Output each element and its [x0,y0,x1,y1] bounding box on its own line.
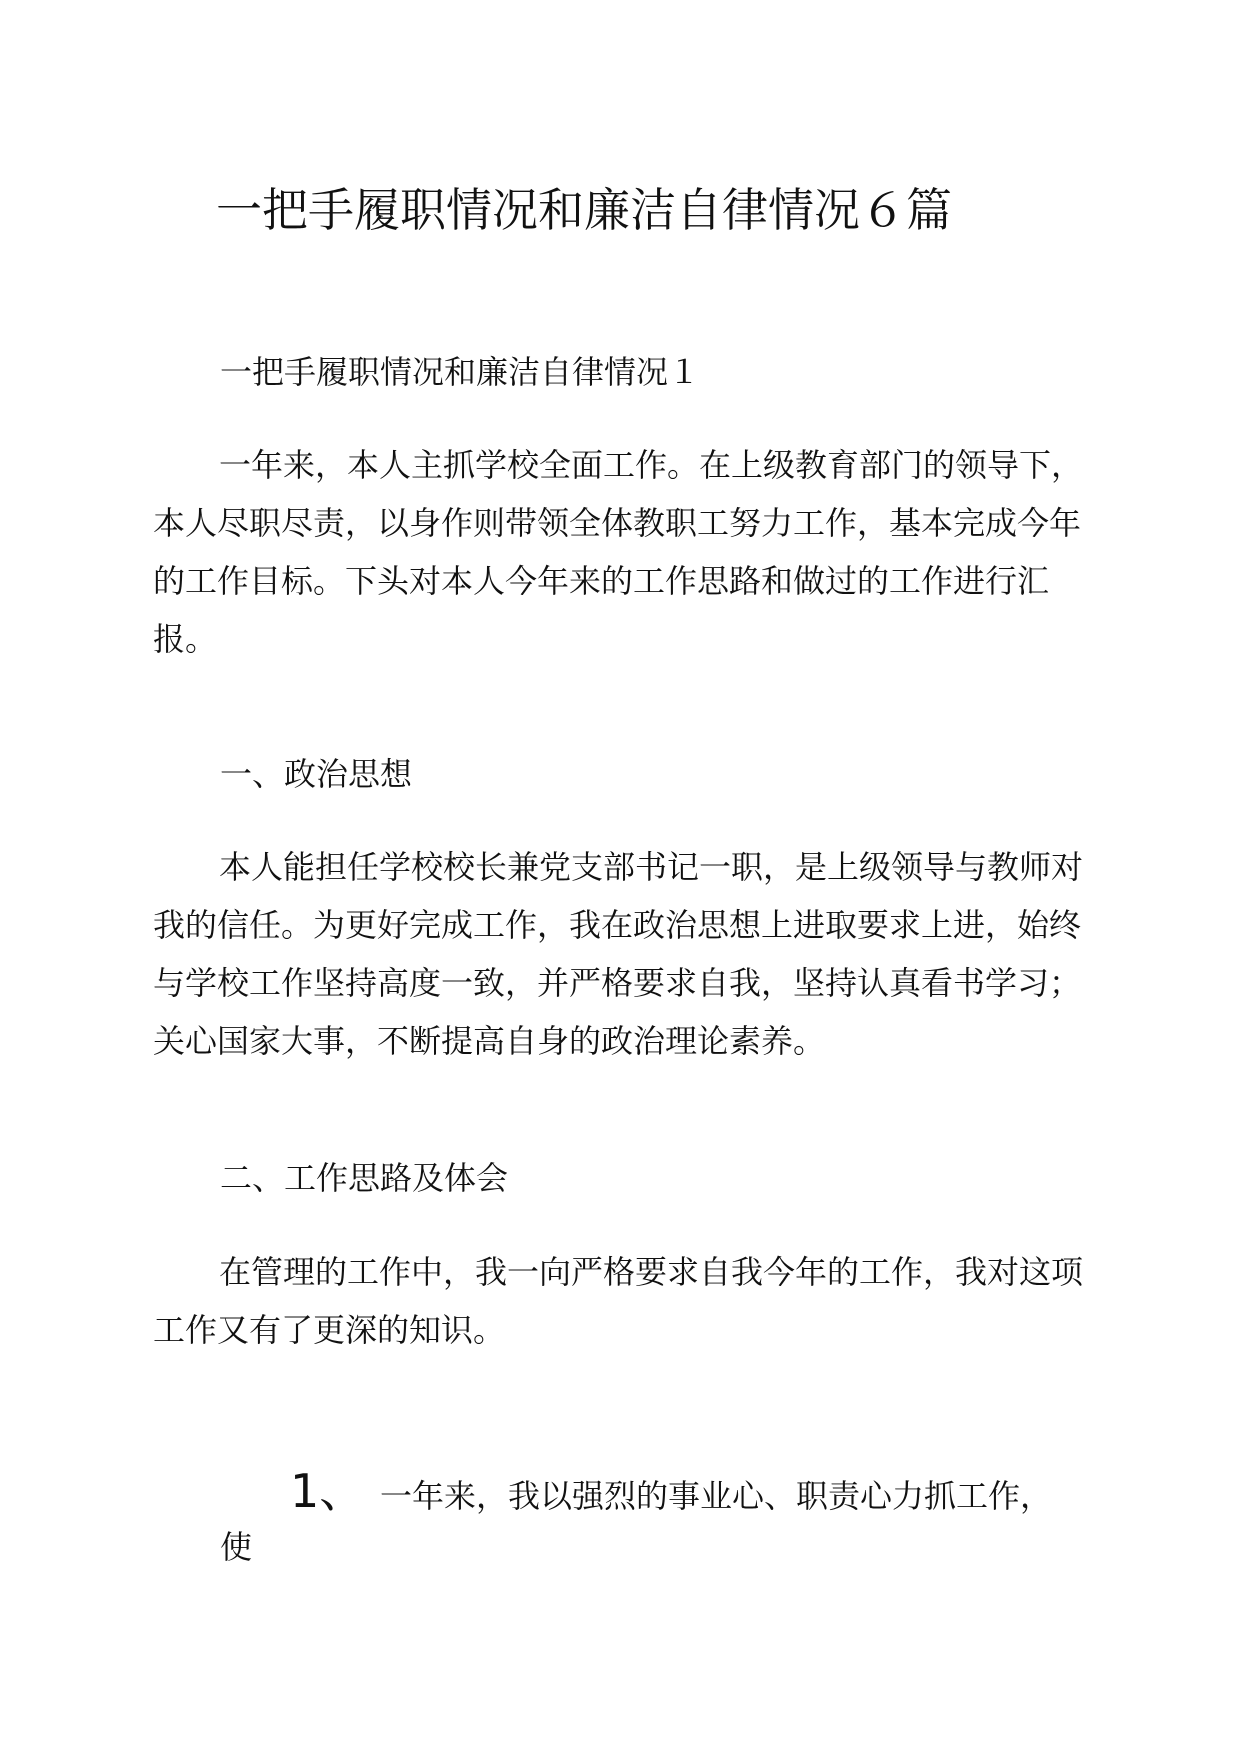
paragraph-line: 的工作目标。下头对本人今年来的工作思路和做过的工作进行汇 [153,562,1050,600]
heading-work-ideas: 二、工作思路及体会 [220,1159,509,1197]
paragraph-line: 报。 [153,620,218,658]
document-title: 一把手履职情况和廉洁自律情况６篇 [216,183,952,237]
item-text: 一年来，我以强烈的事业心、职责心力抓工作， [380,1477,1053,1515]
section-heading: 一把手履职情况和廉洁自律情况１ [220,353,701,391]
intro-paragraph [153,436,1084,668]
paragraph-line: 一年来，本人主抓学校全面工作。在上级教育部门的领导下， [219,446,1084,484]
management-paragraph [153,1243,1084,1359]
heading-politics: 一、政治思想 [220,755,413,793]
paragraph-line: 本人能担任学校校长兼党支部书记一职，是上级领导与教师对 [219,848,1084,886]
paragraph-line: 本人尽职尽责，以身作则带领全体教职工努力工作，基本完成今年 [153,504,1082,542]
paragraph-line: 关心国家大事，不断提高自身的政治理论素养。 [153,1022,826,1060]
item-continuation: 使 [220,1528,253,1566]
paragraph-line: 工作又有了更深的知识。 [153,1311,506,1349]
paragraph-line: 与学校工作坚持高度一致，并严格要求自我，坚持认真看书学习； [153,964,1082,1002]
numbered-item-1 [290,1462,1052,1525]
politics-paragraph [153,838,1084,1070]
paragraph-line: 在管理的工作中，我一向严格要求自我今年的工作，我对这项 [219,1253,1084,1291]
paragraph-line: 我的信任。为更好完成工作，我在政治思想上进取要求上进，始终 [153,906,1082,944]
item-number-marker: 1、 [290,1464,366,1518]
